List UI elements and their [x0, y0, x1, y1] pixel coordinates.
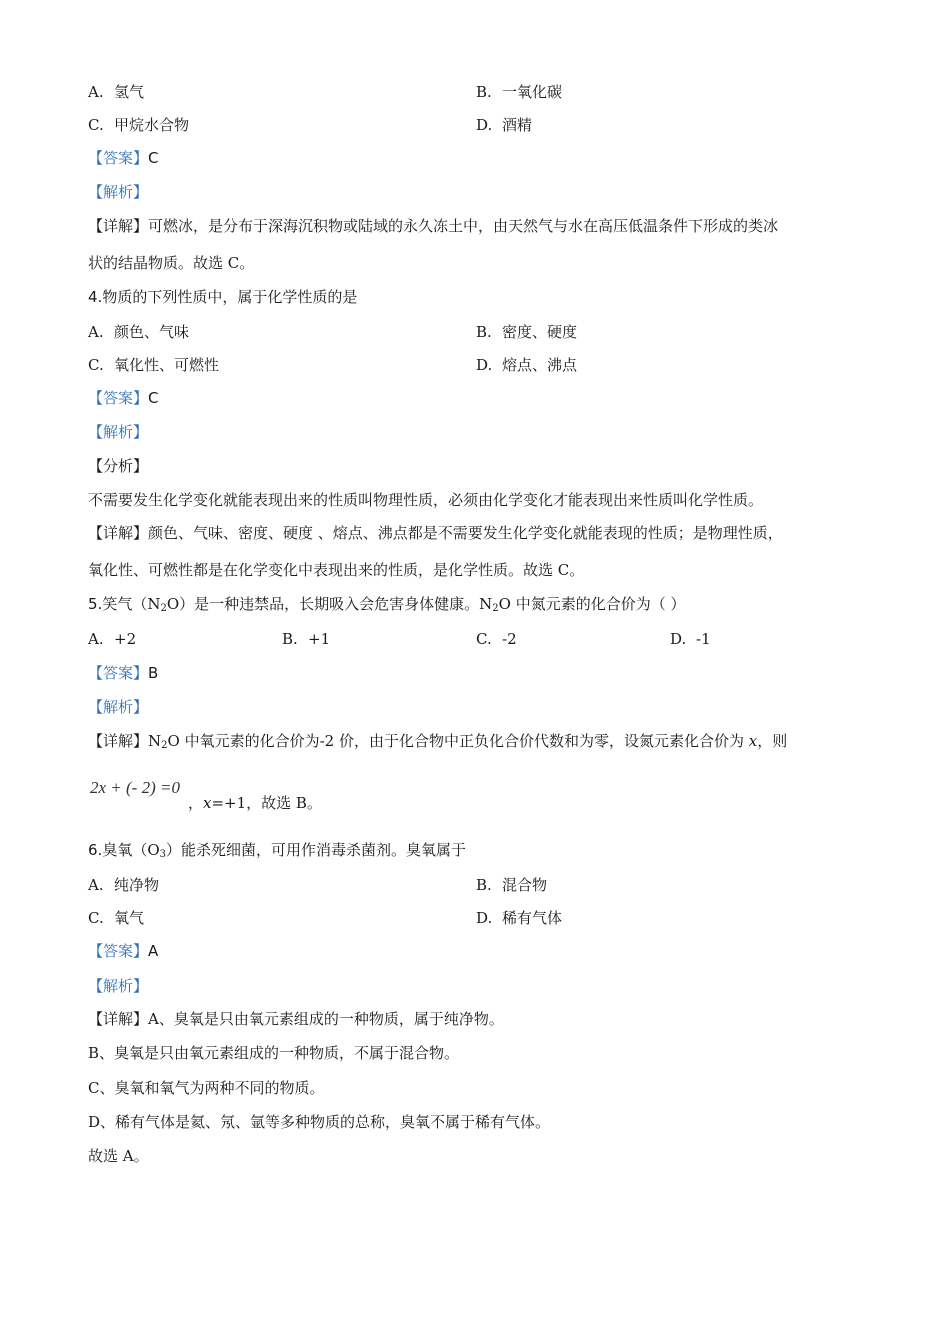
q6-line-d: D、稀有气体是氦、氖、氩等多种物质的总称，臭氧不属于稀有气体。 — [88, 1113, 551, 1131]
q3-option-c: C. 甲烷水合物 — [88, 116, 190, 134]
q4-detail-line1: 【详解】颜色、气味、密度、硬度 、熔点、沸点都是不需要发生化学变化就能表现的性质；是物理性质， — [88, 524, 783, 542]
q3-analysis-tag: 【解析】 — [88, 183, 149, 201]
q5-option-d: D. -1 — [670, 630, 711, 648]
q5-option-c: C. -2 — [476, 630, 517, 648]
q6-conclusion: 故选 A。 — [88, 1147, 149, 1165]
q4-answer: 【答案】C — [88, 389, 159, 407]
q4-option-c: C. 氧化性、可燃性 — [88, 356, 220, 374]
q3-option-b: B. 一氧化碳 — [476, 83, 563, 101]
q6-option-b: B. 混合物 — [476, 876, 548, 894]
q4-fenxi-text: 不需要发生化学变化就能表现出来的性质叫物理性质，必须由化学变化才能表现出来性质叫化学性质。 — [88, 491, 764, 509]
q6-stem: 6.臭氧$(O_3)$能杀死细菌，可用作消毒杀菌剂。臭氧属于 — [88, 841, 467, 860]
q5-analysis-tag: 【解析】 — [88, 698, 149, 716]
q6-analysis-tag: 【解析】 — [88, 977, 149, 995]
q3-detail-line2: 状的结晶物质。故选 C。 — [88, 254, 255, 272]
q4-option-b: B. 密度、硬度 — [476, 323, 578, 341]
q6-detail-line1: 【详解】A、臭氧是只由氧元素组成的一种物质，属于纯净物。 — [88, 1010, 504, 1028]
q3-option-a: A. 氢气 — [88, 83, 145, 101]
q6-option-d: D. 稀有气体 — [476, 909, 563, 927]
q4-option-a: A. 颜色、气味 — [88, 323, 190, 341]
q3-answer: 【答案】C — [88, 149, 159, 167]
q6-option-c: C. 氧气 — [88, 909, 145, 927]
q6-answer: 【答案】A — [88, 942, 159, 960]
q4-analysis-tag: 【解析】 — [88, 423, 149, 441]
q5-stem: 5.笑气$(N_2O)$是一种违禁品，长期吸入会危害身体健康。$N_2O$ 中氮元素的化合价为（ ） — [88, 595, 686, 614]
q4-stem: 4.物质的下列性质中，属于化学性质的是 — [88, 288, 358, 306]
q5-answer: 【答案】B — [88, 664, 159, 682]
q4-option-d: D. 熔点、沸点 — [476, 356, 578, 374]
q3-option-d: D. 酒精 — [476, 116, 533, 134]
q4-detail-line2: 氧化性、可燃性都是在化学变化中表现出来的性质，是化学性质。故选 C。 — [88, 561, 585, 579]
q5-option-a: A. +2 — [88, 630, 137, 648]
q5-detail-line1: 【详解】$N_2O$ 中氧元素的化合价为-2 价，由于化合物中正负化合价代数和为零，设氮元素化合价为 x，则 — [88, 732, 788, 751]
q5-option-b: B. +1 — [282, 630, 331, 648]
q6-line-c: C、臭氧和氧气为两种不同的物质。 — [88, 1079, 325, 1097]
q6-option-a: A. 纯净物 — [88, 876, 160, 894]
q4-fenxi-tag: 【分析】 — [88, 457, 149, 475]
q3-detail-line1: 【详解】可燃冰，是分布于深海沉积物或陆域的永久冻土中，由天然气与水在高压低温条件下形成的类冰 — [88, 217, 779, 235]
q5-detail-line2: ，x=+1，故选 B。 — [188, 794, 322, 812]
q6-line-b: B、臭氧是只由氧元素组成的一种物质，不属于混合物。 — [88, 1044, 460, 1062]
q5-equation: 2x + (- 2) =0 — [90, 778, 180, 797]
